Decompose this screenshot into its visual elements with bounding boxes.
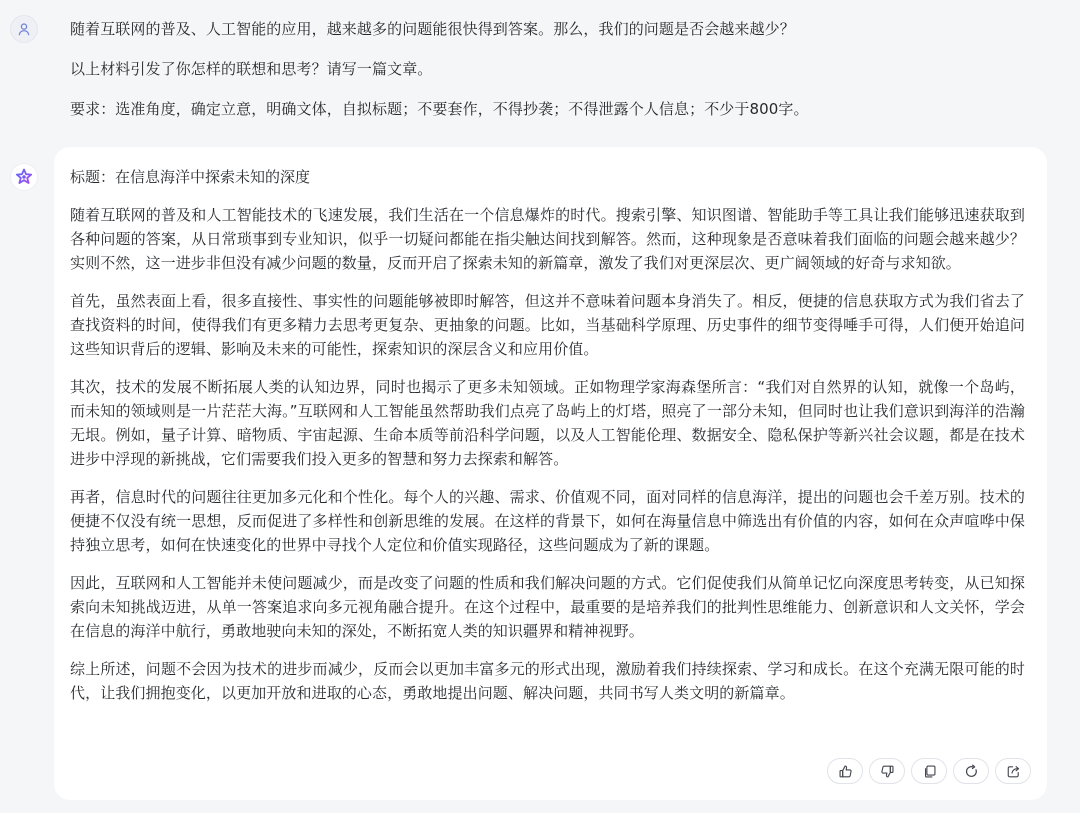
regenerate-icon <box>964 764 979 779</box>
essay-paragraph-2: 首先，虽然表面上看，很多直接性、事实性的问题能够被即时解答，但这并不意味着问题本身消失了。相反，便捷的信息获取方式为我们省去了查找资料的时间，使得我们有更多精力去思考更复杂、更抽象的问题。比如，当基础科学原理、历史事件的细节变得唾手可得，人们便开始追问这些知识背后的逻辑、影响及未来的可能性，探索知识的深层含义和应用价值。 <box>70 292 1025 358</box>
thumbs-down-icon <box>880 764 895 779</box>
user-avatar <box>10 15 38 43</box>
thumbs-up-icon <box>838 764 853 779</box>
essay-paragraph-4: 再者，信息时代的问题往往更加多元化和个性化。每个人的兴趣、需求、价值观不同，面对同样的信息海洋，提出的问题也会千差万别。技术的便捷不仅没有统一思想，反而促进了多样性和创新思维的发展。在这样的背景下，如何在海量信息中筛选出有价值的内容，如何在众声喧哗中保持独立思考，如何在快速变化的世界中寻找个人定位和价值实现路径，这些问题成为了新的课题。 <box>70 488 1025 554</box>
prompt-line-2: 以上材料引发了你怎样的联想和思考？请写一篇文章。 <box>70 60 433 78</box>
user-icon <box>17 22 31 36</box>
essay-paragraph-5: 因此，互联网和人工智能并未使问题减少，而是改变了问题的性质和我们解决问题的方式。它们促使我们从简单记忆向深度思考转变，从已知探索向未知挑战迈进，从单一答案追求向多元视角融合提升。在这个过程中，最重要的是培养我们的批判性思维能力、创新意识和人文关怀，学会在信息的海洋中航行，勇敢地驶向未知的深处，不断拓宽人类的知识疆界和精神视野。 <box>70 574 1025 640</box>
regenerate-button[interactable] <box>953 758 989 784</box>
essay-title: 标题：在信息海洋中探索未知的深度 <box>70 168 311 186</box>
prompt-line-1: 随着互联网的普及、人工智能的应用，越来越多的问题能很快得到答案。那么，我们的问题是否会越来越少？ <box>70 20 795 38</box>
message-actions <box>827 758 1031 784</box>
essay-paragraph-3: 其次，技术的发展不断拓展人类的认知边界，同时也揭示了更多未知领域。正如物理学家海森堡所言：“我们对自然界的认知，就像一个岛屿，而未知的领域则是一片茫茫大海。”互联网和人工智能虽然帮助我们点亮了岛屿上的灯塔，照亮了一部分未知，但同时也让我们意识到海洋的浩瀚无垠。例如，量子计算、暗物质、宇宙起源、生命本质等前沿科学问题，以及人工智能伦理、数据安全、隐私保护等新兴社会议题，都是在技术进步中浮现的新挑战，它们需要我们投入更多的智慧和努力去探索和解答。 <box>70 378 1025 468</box>
assistant-message-card <box>54 147 1047 800</box>
like-button[interactable] <box>827 758 863 784</box>
user-message <box>70 16 1050 122</box>
share-icon <box>1006 764 1021 779</box>
essay-body <box>70 203 1025 705</box>
essay-paragraph-6: 综上所述，问题不会因为技术的进步而减少，反而会以更加丰富多元的形式出现，激励着我们持续探索、学习和成长。在这个充满无限可能的时代，让我们拥抱变化，以更加开放和进取的心态，勇敢地提出问题、解决问题，共同书写人类文明的新篇章。 <box>70 660 1025 702</box>
copy-button[interactable] <box>911 758 947 784</box>
prompt-line-3: 要求：选准角度，确定立意，明确文体，自拟标题；不要套作，不得抄袭；不得泄露个人信息；不少于800字。 <box>70 100 809 118</box>
assistant-logo-icon <box>15 168 33 186</box>
share-button[interactable] <box>995 758 1031 784</box>
copy-icon <box>922 764 937 779</box>
dislike-button[interactable] <box>869 758 905 784</box>
assistant-avatar <box>10 163 38 191</box>
essay-paragraph-1: 随着互联网的普及和人工智能技术的飞速发展，我们生活在一个信息爆炸的时代。搜索引擎、知识图谱、智能助手等工具让我们能够迅速获取到各种问题的答案，从日常琐事到专业知识，似乎一切疑问都能在指尖触达间找到解答。然而，这种现象是否意味着我们面临的问题会越来越少？实则不然，这一进步非但没有减少问题的数量，反而开启了探索未知的新篇章，激发了我们对更深层次、更广阔领域的好奇与求知欲。 <box>70 206 1025 272</box>
